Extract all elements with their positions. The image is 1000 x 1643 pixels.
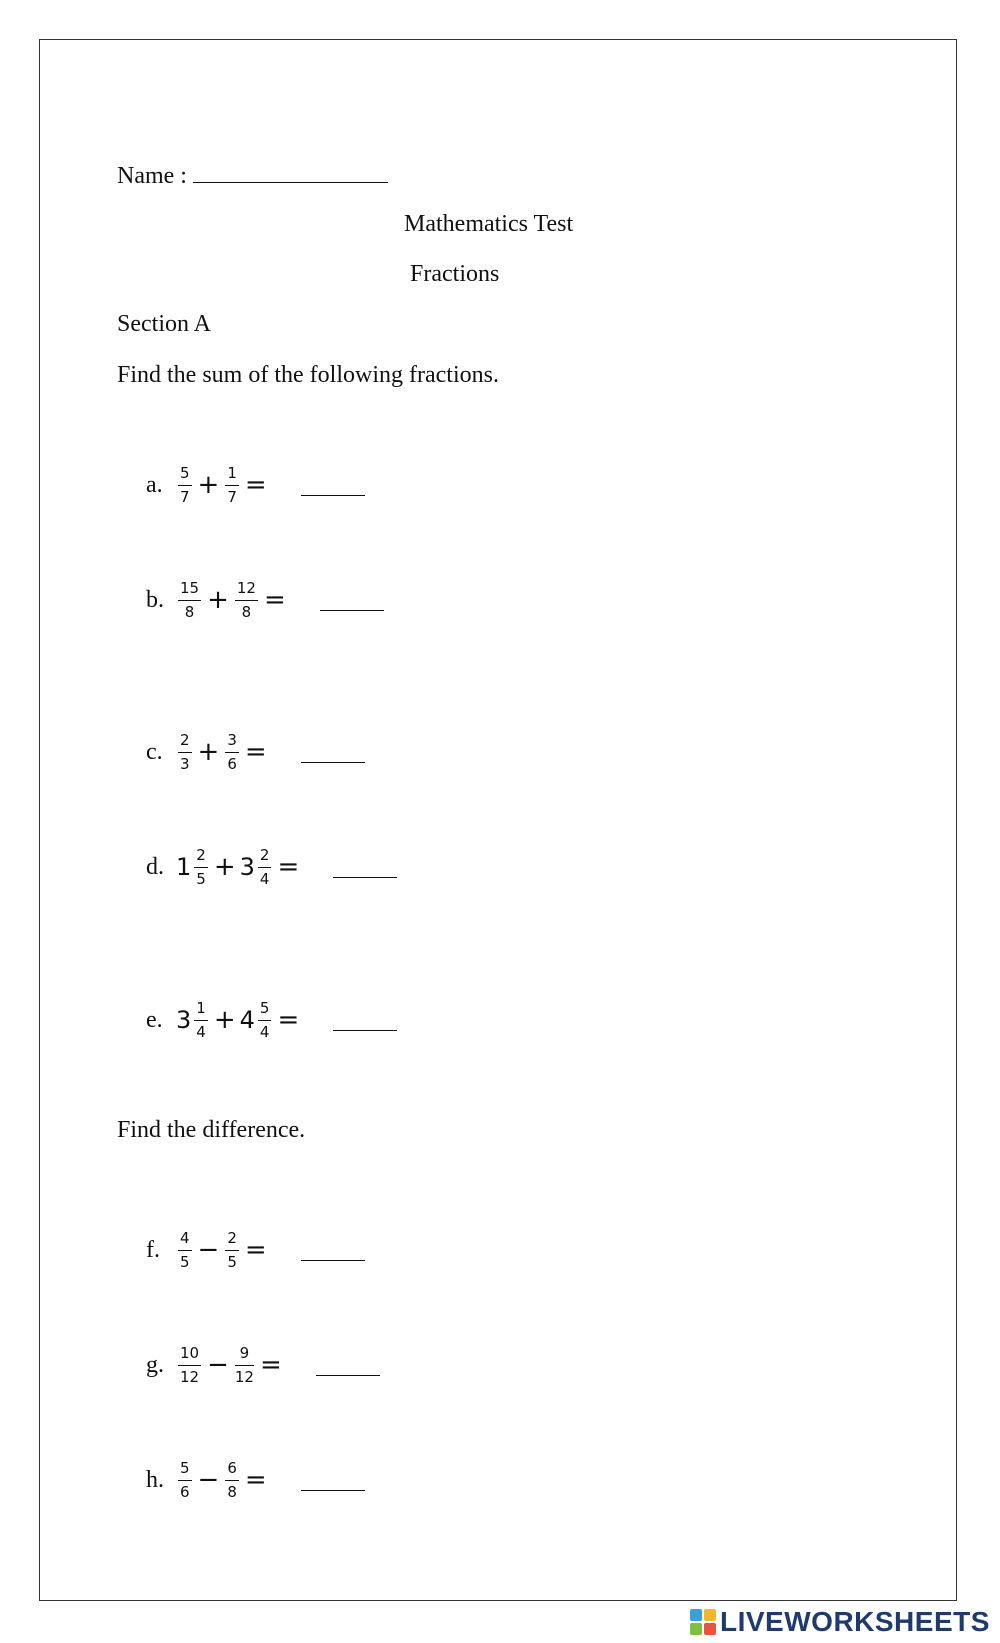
section-heading: Section A: [117, 311, 211, 337]
problem-h: [146, 1450, 365, 1510]
equals-sign: =: [244, 1235, 267, 1265]
fraction: [178, 1230, 192, 1271]
name-label: Name :: [117, 163, 187, 189]
denominator: 12: [180, 1367, 200, 1386]
equals-sign: =: [259, 1350, 282, 1380]
numerator: 1: [227, 463, 237, 482]
numerator: 9: [239, 1343, 250, 1362]
fraction-bar: [258, 1020, 272, 1021]
expression: [176, 580, 286, 621]
whole-number: 1: [176, 853, 192, 881]
expression: [176, 1345, 282, 1386]
fraction: [178, 1345, 201, 1386]
denominator: 8: [184, 602, 195, 621]
problem-label: f.: [146, 1236, 160, 1263]
brand-text: LIVEWORKSHEETS: [720, 1606, 990, 1637]
denominator: 4: [259, 869, 270, 888]
denominator: 5: [180, 1252, 190, 1271]
fraction: [235, 1345, 254, 1386]
sum-instruction: Find the sum of the following fractions.: [117, 362, 499, 388]
denominator: 7: [180, 487, 190, 506]
fraction-bar: [178, 752, 192, 753]
expression: [176, 1230, 267, 1271]
numerator: 3: [227, 730, 237, 749]
expression: [176, 732, 267, 773]
denominator: 4: [259, 1022, 270, 1041]
numerator: 10: [180, 1343, 200, 1362]
fraction: [225, 465, 239, 506]
fraction-bar: [178, 1480, 192, 1481]
fraction: [178, 732, 192, 773]
numerator: 2: [227, 1228, 237, 1247]
difference-instruction: Find the difference.: [117, 1117, 306, 1143]
expression: [176, 847, 299, 888]
numerator: 12: [236, 578, 256, 597]
fraction-bar: [178, 485, 192, 486]
answer-blank[interactable]: [316, 1374, 380, 1376]
answer-blank[interactable]: [320, 609, 384, 611]
equals-sign: =: [244, 1465, 267, 1495]
expression: [176, 1460, 267, 1501]
numerator: 1: [196, 998, 206, 1017]
whole-number: 3: [176, 1006, 192, 1034]
answer-blank[interactable]: [301, 494, 365, 496]
liveworksheets-logo-icon: [690, 1609, 716, 1635]
fraction: [235, 580, 258, 621]
denominator: 5: [227, 1252, 237, 1271]
fraction: [225, 1460, 239, 1501]
problem-d: [146, 837, 397, 897]
numerator: 6: [227, 1458, 237, 1477]
numerator: 5: [180, 1458, 190, 1477]
fraction: [225, 1230, 239, 1271]
fraction: [194, 1000, 208, 1041]
problem-b: [146, 570, 384, 630]
whole-number: 3: [239, 853, 255, 881]
fraction-bar: [235, 1365, 254, 1366]
numerator: 2: [259, 845, 270, 864]
logo-square-4: [704, 1623, 716, 1635]
whole-number: 4: [239, 1006, 255, 1034]
denominator: 4: [196, 1022, 206, 1041]
logo-square-1: [690, 1609, 702, 1621]
operator: +: [213, 852, 236, 882]
fraction-bar: [178, 1250, 192, 1251]
equals-sign: =: [244, 470, 267, 500]
numerator: 5: [259, 998, 270, 1017]
answer-blank[interactable]: [301, 1259, 365, 1261]
operator: +: [197, 737, 220, 767]
denominator: 12: [234, 1367, 254, 1386]
fraction-bar: [258, 867, 272, 868]
problem-label: d.: [146, 853, 164, 880]
problem-a: [146, 455, 365, 515]
numerator: 15: [180, 578, 200, 597]
operator: −: [197, 1465, 220, 1495]
fraction-bar: [225, 752, 239, 753]
logo-square-2: [704, 1609, 716, 1621]
liveworksheets-brand: [690, 1606, 990, 1638]
page-title: Mathematics Test: [404, 211, 574, 237]
fraction: [194, 847, 208, 888]
expression: [176, 465, 267, 506]
problem-label: h.: [146, 1466, 164, 1493]
answer-blank[interactable]: [333, 1029, 397, 1031]
page-subtitle: Fractions: [410, 261, 500, 287]
problem-g: [146, 1335, 380, 1395]
problem-label: c.: [146, 738, 163, 765]
fraction-bar: [194, 1020, 208, 1021]
fraction-bar: [225, 485, 239, 486]
fraction: [178, 580, 201, 621]
denominator: 6: [227, 754, 237, 773]
denominator: 5: [196, 869, 206, 888]
fraction-bar: [178, 1365, 201, 1366]
equals-sign: =: [244, 737, 267, 767]
operator: +: [207, 585, 229, 615]
problem-f: [146, 1220, 365, 1280]
problem-label: e.: [146, 1006, 163, 1033]
denominator: 7: [227, 487, 237, 506]
equals-sign: =: [263, 585, 286, 615]
fraction: [178, 1460, 192, 1501]
fraction-bar: [225, 1480, 239, 1481]
operator: −: [207, 1350, 229, 1380]
fraction: [258, 847, 272, 888]
problem-label: b.: [146, 586, 164, 613]
equals-sign: =: [277, 1005, 300, 1035]
numerator: 2: [196, 845, 206, 864]
denominator: 8: [241, 602, 252, 621]
denominator: 8: [227, 1482, 237, 1501]
fraction: [258, 1000, 272, 1041]
operator: +: [197, 470, 220, 500]
fraction-bar: [235, 600, 258, 601]
denominator: 6: [180, 1482, 190, 1501]
answer-blank[interactable]: [333, 876, 397, 878]
numerator: 4: [180, 1228, 190, 1247]
numerator: 2: [180, 730, 190, 749]
numerator: 5: [180, 463, 190, 482]
expression: [176, 1000, 299, 1041]
problem-e: [146, 990, 397, 1050]
name-input[interactable]: [193, 160, 388, 183]
fraction-bar: [194, 867, 208, 868]
fraction: [225, 732, 239, 773]
operator: +: [213, 1005, 236, 1035]
name-line: [117, 160, 388, 190]
denominator: 3: [180, 754, 190, 773]
fraction-bar: [225, 1250, 239, 1251]
answer-blank[interactable]: [301, 761, 365, 763]
logo-square-3: [690, 1623, 702, 1635]
problem-label: a.: [146, 471, 163, 498]
fraction-bar: [178, 600, 201, 601]
fraction: [178, 465, 192, 506]
problem-c: [146, 722, 365, 782]
equals-sign: =: [277, 852, 300, 882]
problem-label: g.: [146, 1351, 164, 1378]
answer-blank[interactable]: [301, 1489, 365, 1491]
operator: −: [197, 1235, 220, 1265]
